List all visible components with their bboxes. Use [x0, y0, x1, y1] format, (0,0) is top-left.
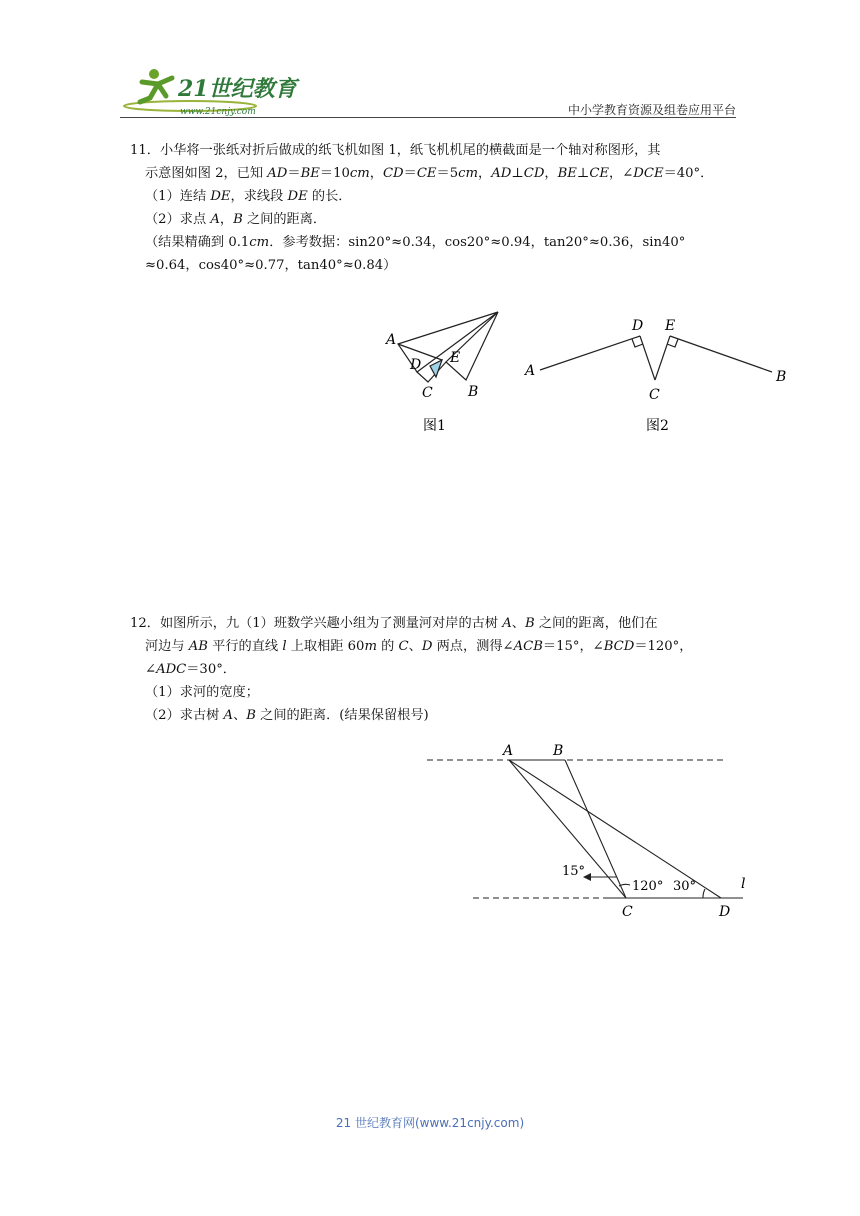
q12-text: ＝120°，: [634, 639, 693, 654]
q12-text: ＝30°．: [186, 662, 236, 677]
fig2-label-e: E: [665, 318, 676, 334]
q12-var: ACB: [513, 639, 543, 654]
q12-angle-30: 30°: [673, 879, 697, 894]
q12-number: 12．: [130, 616, 160, 631]
q11-var: CE: [589, 166, 610, 181]
q12-var: ADC: [156, 662, 187, 677]
q11-text: （结果精确到 0.1: [145, 235, 250, 250]
q11-var: DCE: [633, 166, 664, 181]
q12-label-b: B: [553, 743, 564, 759]
q11-note-line2: [130, 254, 730, 277]
q11-var: B: [233, 212, 243, 227]
q11-var: CD: [523, 166, 545, 181]
fig2-caption: 图2: [646, 418, 669, 434]
platform-label: 中小学教育资源及组卷应用平台: [567, 103, 736, 117]
fig1-label-c: C: [422, 385, 433, 401]
q11-unit: cm: [349, 166, 370, 181]
q12-figure: [425, 738, 755, 928]
q12-angle-120: 120°: [632, 879, 664, 894]
q12-text: （1）求河的宽度；: [145, 685, 259, 700]
q11-sub1: [130, 185, 730, 208]
q12-var: D: [421, 639, 433, 654]
q11-text: ．参考数据：sin20°≈0.34，cos20°≈0.94，tan20°≈0.36，sin40°: [269, 235, 686, 250]
q12-text: 平行的直线: [207, 639, 283, 654]
q11-text: ＝5: [436, 166, 459, 181]
fig2-label-a: A: [525, 363, 536, 379]
q11-var: BE: [300, 166, 320, 181]
q11-text: ，: [544, 166, 558, 181]
q12-var: BCD: [603, 639, 635, 654]
q12-text: ∠: [145, 662, 157, 677]
q12-stem: [130, 612, 730, 681]
q12-angle-15: 15°: [562, 864, 586, 879]
fig1-caption: 图1: [423, 418, 446, 434]
q12-var: A: [223, 708, 234, 723]
q11-text: ＝: [287, 166, 301, 181]
logo-text: 21世纪教育: [178, 76, 297, 102]
q12-var: B: [246, 708, 256, 723]
q12-var: AB: [188, 639, 208, 654]
question-11: [130, 139, 730, 277]
q12-var: l: [282, 639, 287, 654]
q11-var: AD: [267, 166, 288, 181]
site-logo: [120, 62, 320, 120]
q11-note: [130, 231, 730, 254]
q12-text: 上取相距 60: [286, 639, 365, 654]
fig1-label-a: A: [386, 332, 397, 348]
q11-unit: cm: [249, 235, 270, 250]
q11-text: ＝40°．: [663, 166, 714, 181]
q11-text: 的长．: [307, 189, 352, 204]
q11-var: A: [210, 212, 220, 227]
q11-sub2: [130, 208, 730, 231]
angle-arc-d: [703, 889, 705, 898]
logo-url: www.21cnjy.com: [180, 107, 256, 117]
q12-var: C: [398, 639, 409, 654]
q11-text: ≈0.64，cos40°≈0.77，tan40°≈0.84）: [145, 258, 397, 273]
q11-figures: [380, 302, 790, 437]
q11-number: 11．: [130, 143, 160, 158]
fig1-label-e: E: [450, 350, 461, 366]
fig1-label-d: D: [410, 357, 422, 373]
q11-text: ，∠: [609, 166, 634, 181]
q12-label-d: D: [719, 904, 731, 920]
logo-runner-icon: [140, 78, 172, 102]
logo-runner-head: [149, 69, 159, 79]
q12-text: 如图所示，九（1）班数学兴趣小组为了测量河对岸的古树: [159, 616, 503, 631]
q11-text: ⊥: [511, 166, 524, 181]
q11-text: （2）求点: [145, 212, 211, 227]
header-divider: [120, 117, 736, 118]
q12-label-c: C: [622, 904, 633, 920]
q11-text: （1）连结: [145, 189, 211, 204]
q11-unit: cm: [458, 166, 479, 181]
q11-line1: 小华将一张纸对折后做成的纸飞机如图 1，纸飞机机尾的横截面是一个轴对称图形，其: [159, 143, 661, 158]
q12-sub1: [130, 681, 730, 704]
q11-text: 示意图如图 2，已知: [145, 166, 268, 181]
q11-text: ，求线段: [230, 189, 288, 204]
q12-var: A: [502, 616, 512, 631]
q11-var: DE: [287, 189, 308, 204]
q12-text: 两点，测得∠: [432, 639, 514, 654]
q11-text: ⊥: [576, 166, 590, 181]
q12-label-a: A: [503, 743, 514, 759]
fig2-label-b: B: [776, 369, 787, 385]
q11-text: ，: [369, 166, 383, 181]
question-12: [130, 612, 730, 727]
fig2-label-c: C: [649, 387, 660, 403]
q12-sub2: [130, 704, 730, 727]
q11-var: CE: [416, 166, 437, 181]
fig2-label-d: D: [632, 318, 644, 334]
page-header: [120, 62, 736, 120]
q11-var: AD: [491, 166, 512, 181]
q12-text: 河边与: [145, 639, 189, 654]
q11-text: ＝10: [319, 166, 350, 181]
q12-text: 的: [376, 639, 399, 654]
q12-text: ＝15°，∠: [542, 639, 604, 654]
q11-text: 之间的距离．: [242, 212, 327, 227]
q11-var: DE: [210, 189, 231, 204]
page-footer: 21 世纪教育网(www.21cnjy.com): [335, 1116, 525, 1130]
q12-text: 之间的距离．(结果保留根号): [255, 708, 429, 723]
q11-text: ，: [219, 212, 234, 227]
q12-unit: m: [364, 639, 377, 654]
q12-text: （2）求古树: [145, 708, 224, 723]
q11-var: BE: [557, 166, 577, 181]
q12-text: 、: [233, 708, 247, 723]
q12-text: 之间的距离，他们在: [534, 616, 658, 631]
q12-text: 、: [408, 639, 422, 654]
fig1-label-b: B: [468, 384, 479, 400]
q12-text: 、: [511, 616, 525, 631]
q12-label-l: l: [741, 876, 746, 892]
q11-var: CD: [382, 166, 404, 181]
q11-text: ＝: [403, 166, 417, 181]
q11-stem: [130, 139, 730, 185]
figure-background: [380, 302, 790, 437]
q11-text: ，: [478, 166, 492, 181]
q12-var: B: [524, 616, 535, 631]
